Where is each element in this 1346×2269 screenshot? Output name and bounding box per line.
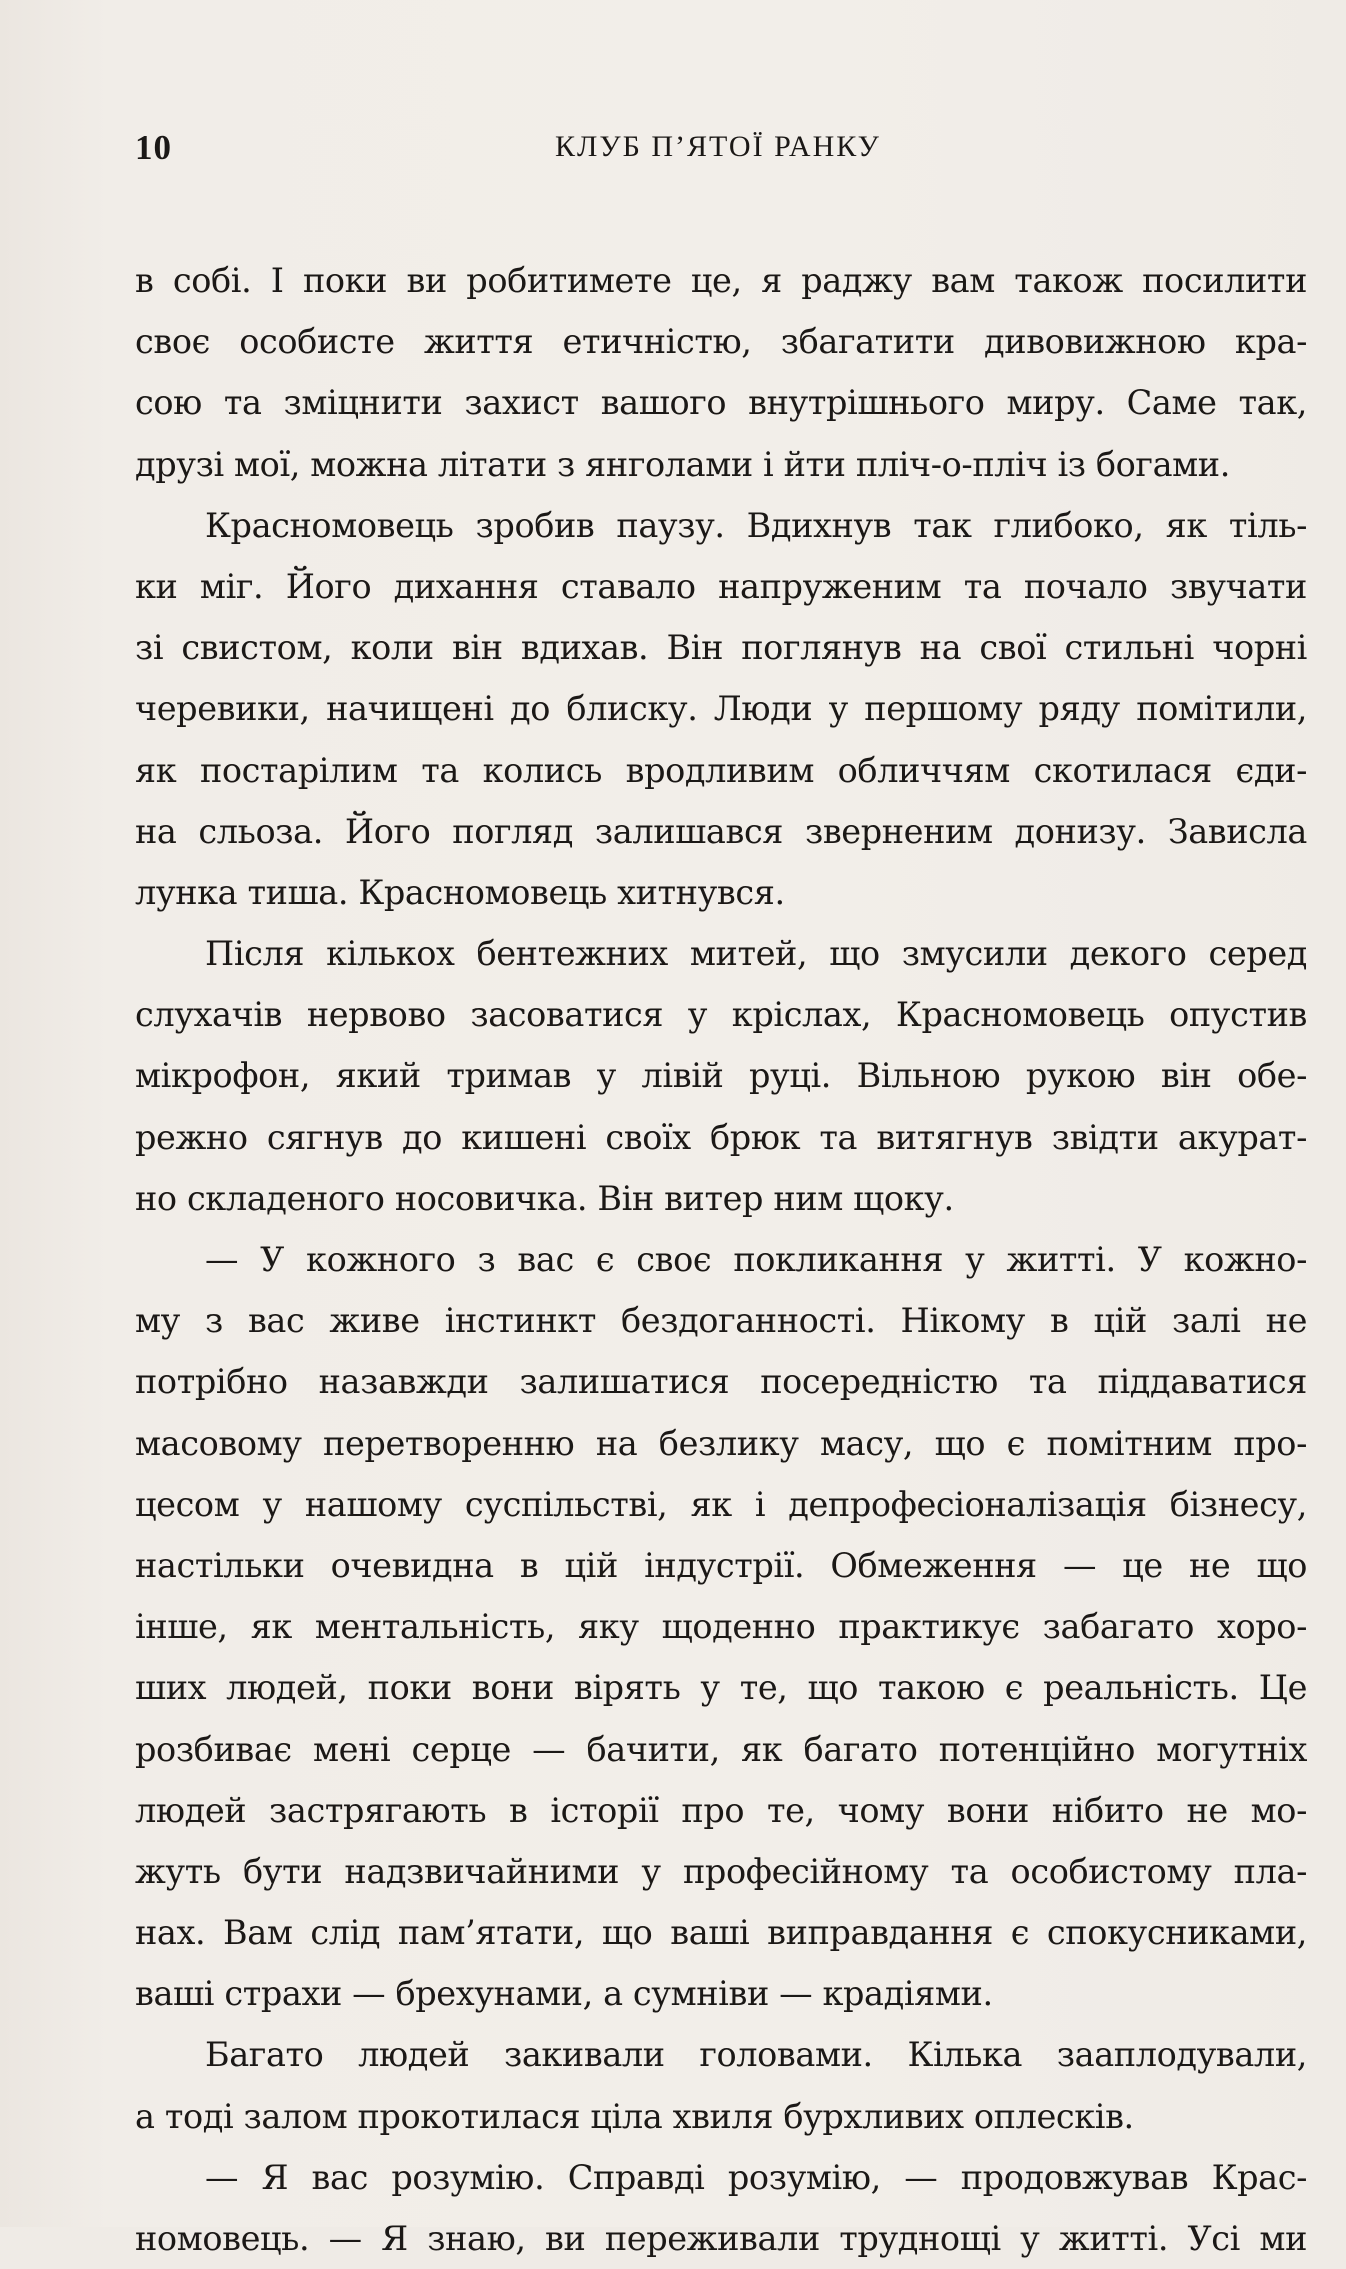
text-line: слухачів нервово засоватися у кріслах, Красномовець опустив	[135, 995, 1307, 1035]
page-number: 10	[135, 128, 172, 167]
text-line: розбиває мені серце — бачити, як багато потенційно могутніх	[135, 1729, 1307, 1769]
text-line: як постарілим та колись вродливим обличчям скотилася єди-	[135, 750, 1307, 790]
text-line: потрібно назавжди залишатися посередністю та піддаватися	[135, 1362, 1307, 1402]
text-line: інше, як ментальність, яку щоденно практикує забагато хоро-	[135, 1607, 1307, 1647]
text-line: ших людей, поки вони вірять у те, що такою є реальність. Це	[135, 1668, 1307, 1708]
text-line: своє особисте життя етичністю, збагатити дивовижною кра-	[135, 322, 1307, 362]
text-line: но складеного носовичка. Він витер ним щоку.	[135, 1178, 954, 1218]
text-line: Красномовець зробив паузу. Вдихнув так глибоко, як тіль-	[205, 505, 1307, 545]
text-line: ки міг. Його дихання ставало напруженим та почало звучати	[135, 566, 1307, 606]
text-line: номовець. — Я знаю, ви переживали труднощі у житті. Усі ми	[135, 2219, 1307, 2258]
text-line: мікрофон, який тримав у лівій руці. Вільною рукою він обе-	[135, 1056, 1307, 1096]
text-line: друзі мої, можна літати з янголами і йти пліч-о-пліч із богами.	[135, 444, 1230, 484]
text-line: лунка тиша. Красномовець хитнувся.	[135, 872, 785, 912]
text-line: Багато людей закивали головами. Кілька зааплодували,	[205, 2035, 1307, 2075]
text-line: на сльоза. Його погляд залишався зверненим донизу. Зависла	[135, 811, 1307, 851]
text-line: настільки очевидна в цій індустрії. Обмеження — це не що	[135, 1545, 1307, 1585]
text-line: черевики, начищені до блиску. Люди у першому ряду помітили,	[135, 689, 1307, 729]
text-line: зі свистом, коли він вдихав. Він поглянув на свої стильні чорні	[135, 628, 1307, 668]
text-line: — Я вас розумію. Справді розумію, — продовжував Крас-	[205, 2157, 1307, 2197]
text-line: ваші страхи — брехунами, а сумніви — крадіями.	[135, 1974, 993, 2014]
body-text	[135, 250, 1307, 2269]
text-line: масовому перетворенню на безлику масу, що є помітним про-	[135, 1423, 1307, 1463]
text-line: режно сягнув до кишені своїх брюк та витягнув звідти акурат-	[135, 1117, 1307, 1157]
text-line: жуть бути надзвичайними у професійному та особистому пла-	[135, 1851, 1307, 1891]
text-line: людей застрягають в історії про те, чому вони нібито не мо-	[135, 1790, 1307, 1830]
running-title: КЛУБ П’ЯТОЇ РАНКУ	[555, 130, 881, 163]
page-header	[135, 128, 1315, 168]
text-line: сою та зміцнити захист вашого внутрішнього миру. Саме так,	[135, 383, 1307, 423]
text-line: цесом у нашому суспільстві, як і депрофесіоналізація бізнесу,	[135, 1484, 1307, 1524]
text-line: в собі. І поки ви робитимете це, я раджу вам також посилити	[135, 261, 1307, 300]
text-line: Після кількох бентежних митей, що змусили декого серед	[205, 934, 1307, 974]
text-line: а тоді залом прокотилася ціла хвиля бурхливих оплесків.	[135, 2096, 1134, 2136]
text-line: му з вас живе інстинкт бездоганності. Нікому в цій залі не	[135, 1301, 1307, 1341]
text-line: нах. Вам слід пам’ятати, що ваші виправдання є спокусниками,	[135, 1913, 1307, 1953]
text-line: — У кожного з вас є своє покликання у житті. У кожно-	[205, 1240, 1307, 1279]
